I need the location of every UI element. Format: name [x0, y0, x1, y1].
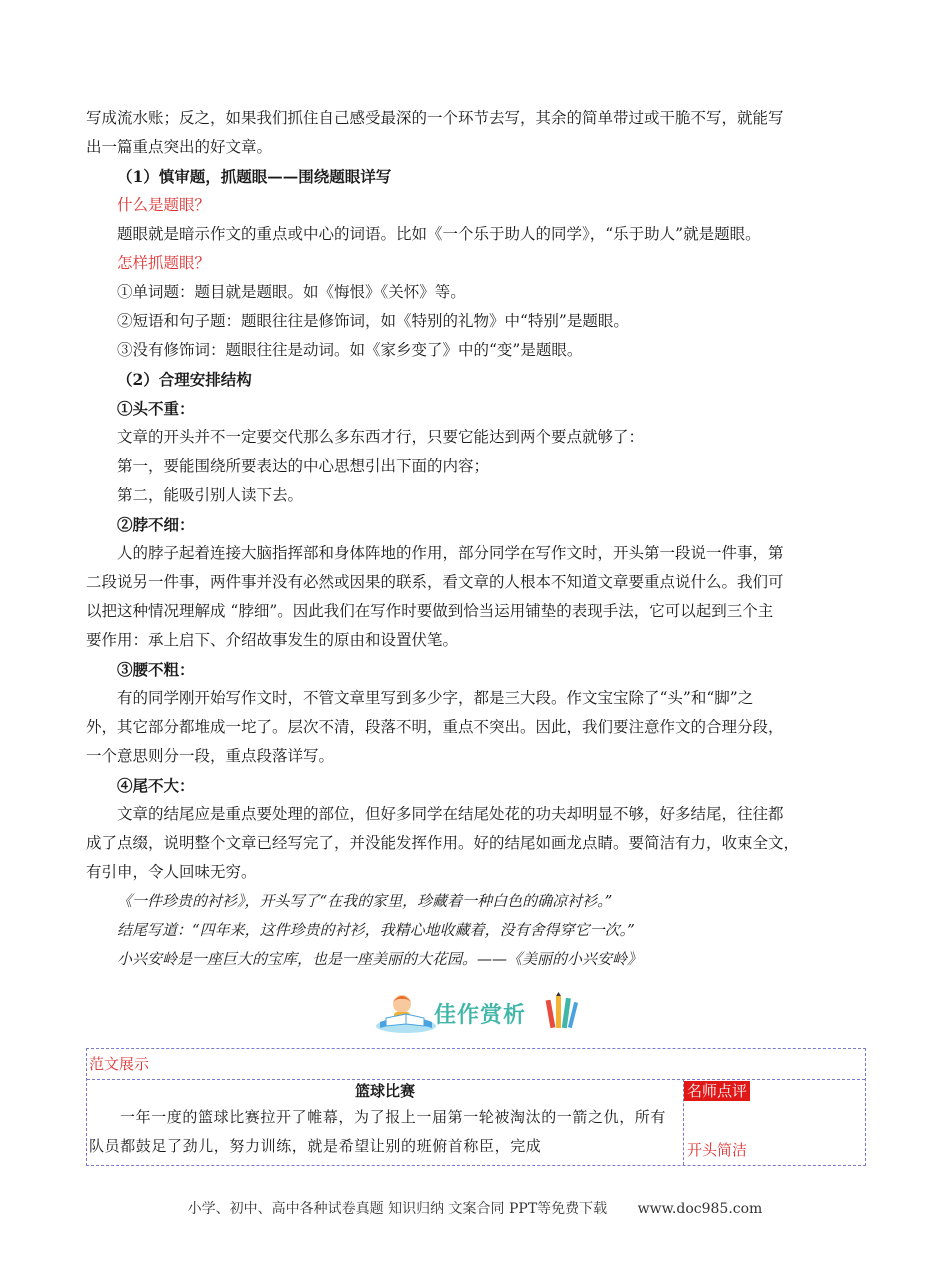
head-title: ①头不重： [117, 399, 195, 418]
example-1: 《一件珍贵的衬衫》，开头写了“在我的家里，珍藏着一种白色的确凉衬衫。” [117, 892, 613, 910]
answer-what-is-tiyan: 题眼就是暗示作文的重点或中心的词语。比如《一个乐于助人的同学》，“乐于助人”就是题眼。 [117, 225, 761, 243]
teacher-review-column [684, 1079, 865, 1165]
reading-child-icon [372, 992, 436, 1034]
page-footer [0, 1198, 950, 1218]
waist-line-1: 有的同学刚开始写作文时，不管文章里写到多少字，都是三大段。作文宝宝除了“头”和“脚”之 [117, 689, 754, 707]
footer-text: 小学、初中、高中各种试卷真题 知识归纳 文案合同 PPT等免费下载 [187, 1201, 608, 1217]
sample-essay-box [86, 1048, 866, 1166]
waist-line-3: 一个意思则分一段，重点段落详写。 [86, 747, 335, 765]
sample-body: 一年一度的篮球比赛拉开了帷幕，为了报上一届第一轮被淘汰的一箭之仇，所有队员都鼓足了劲儿，努力训练，就是希望让别的班俯首称臣，完成 [89, 1108, 667, 1155]
example-2: 结尾写道：“四年来，这件珍贵的衬衫，我精心地收藏着，没有舍得穿它一次。” [117, 921, 635, 939]
question-what-is-tiyan: 什么是题眼？ [117, 196, 211, 214]
intro-line-2: 出一篇重点突出的好文章。 [86, 138, 273, 156]
section-1-heading: （1）慎审题，抓题眼——围绕题眼详写 [117, 167, 392, 186]
method-item-1: ①单词题：题目就是题眼。如《悔恨》《关怀》等。 [117, 283, 466, 301]
tail-line-2: 成了点缀，说明整个文章已经写完了，并没能发挥作用。好的结尾如画龙点睛。要简洁有力，收束全文， [86, 834, 800, 852]
tail-line-1: 文章的结尾应是重点要处理的部位，但好多同学在结尾处花的功夫却明显不够，好多结尾，往往都 [117, 805, 784, 823]
question-how-to-find-tiyan: 怎样抓题眼？ [117, 254, 211, 272]
tail-title: ④尾不大： [117, 776, 195, 795]
document-body [86, 104, 868, 974]
tail-line-3: 有引申，令人回味无穷。 [86, 863, 257, 881]
example-3: 小兴安岭是一座巨大的宝库，也是一座美丽的大花园。——《美丽的小兴安岭》 [117, 950, 643, 968]
intro-line-1: 写成流水账；反之，如果我们抓住自己感受最深的一个环节去写，其余的简单带过或干脆不写，就能写 [86, 109, 784, 127]
review-label: 名师点评 [684, 1081, 750, 1101]
footer-url[interactable]: www.doc985.com [637, 1201, 763, 1217]
method-item-3: ③没有修饰词：题眼往往是动词。如《家乡变了》中的“变”是题眼。 [117, 341, 583, 359]
head-paragraph-2: 第一，要能围绕所要表达的中心思想引出下面的内容； [117, 457, 490, 475]
sample-title: 篮球比赛 [354, 1082, 415, 1100]
section-2-heading: （2）合理安排结构 [117, 370, 252, 389]
method-item-2: ②短语和句子题：题眼往往是修饰词，如《特别的礼物》中“特别”是题眼。 [117, 312, 629, 330]
sample-essay-content [87, 1079, 684, 1165]
review-comment: 开头简洁 [687, 1141, 748, 1159]
neck-line-1: 人的脖子起着连接大脑指挥部和身体阵地的作用，部分同学在写作文时，开头第一段说一件事，第 [117, 544, 784, 562]
neck-line-2: 二段说另一件事，两件事并没有必然或因果的联系，看文章的人根本不知道文章要重点说什么。我们可 [86, 573, 784, 591]
showcase-banner [372, 992, 580, 1034]
waist-line-2: 外，其它部分都堆成一坨了。层次不清，段落不明，重点不突出。因此，我们要注意作文的合理分段， [86, 718, 784, 736]
sample-header: 范文展示 [87, 1049, 865, 1080]
neck-title: ②脖不细： [117, 515, 195, 534]
neck-line-4: 要作用：承上启下、介绍故事发生的原由和设置伏笔。 [86, 631, 459, 649]
neck-line-3: 以把这种情况理解成 “脖细”。因此我们在写作时要做到恰当运用铺垫的表现手法，它可以起到三个主 [86, 602, 774, 620]
head-paragraph-3: 第二，能吸引别人读下去。 [117, 486, 304, 504]
pencils-icon [544, 992, 578, 1032]
head-paragraph-1: 文章的开头并不一定要交代那么多东西才行，只要它能达到两个要点就够了： [117, 428, 645, 446]
banner-title: 佳作赏析 [434, 1003, 527, 1028]
waist-title: ③腰不粗： [117, 660, 195, 679]
